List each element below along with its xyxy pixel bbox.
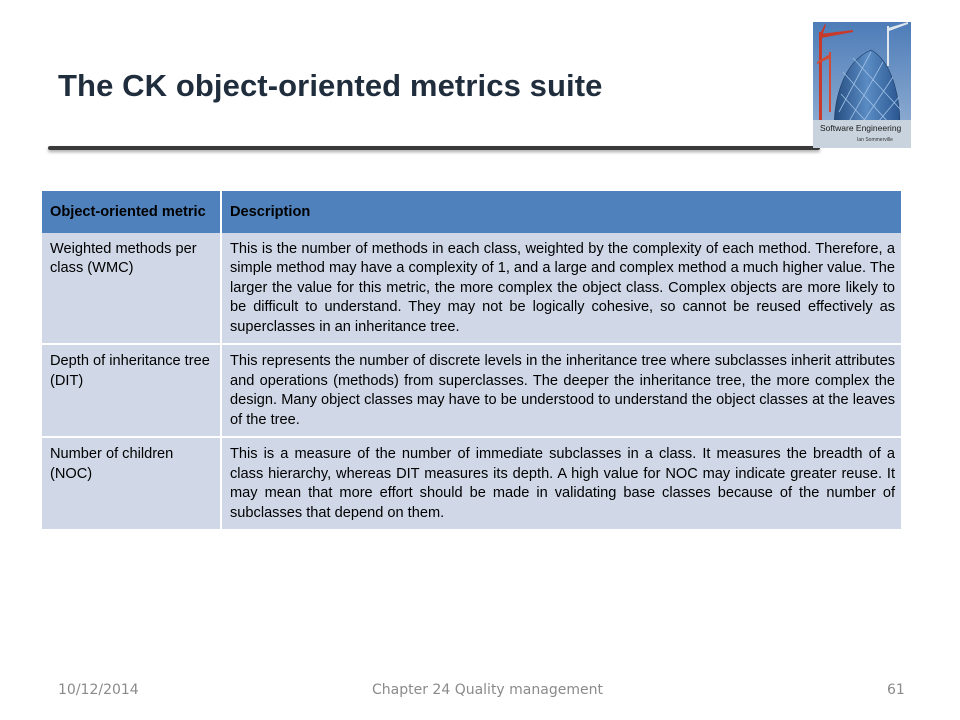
- metric-cell: Weighted methods per class (WMC): [42, 233, 220, 344]
- metric-cell: Depth of inheritance tree (DIT): [42, 343, 220, 436]
- table-row-noc: [42, 436, 901, 529]
- book-cover-image: [813, 22, 911, 148]
- description-cell: This is the number of methods in each class, weighted by the complexity of each method. Therefore, a simple method may have a complexity of 1, and a large and complex method a much higher value. The larger the value for this metric, the more complex the object class. Complex objects are more likely to be difficult to understand. They may not be logically cohesive, so cannot be reused effectively as superclasses in an inheritance tree.: [222, 233, 901, 344]
- slide-title: The CK object-oriented metrics suite: [58, 68, 603, 103]
- metric-cell: Number of children (NOC): [42, 436, 220, 529]
- cover-title-text: Software Engineering: [820, 123, 902, 133]
- footer-chapter: Chapter 24 Quality management: [372, 682, 603, 698]
- cover-author-text: Ian Sommerville: [857, 137, 893, 143]
- description-cell: This is a measure of the number of immediate subclasses in a class. It measures the breadth of a class hierarchy, whereas DIT measures its depth. A high value for NOC may indicate greater reuse. It may mean that more effort should be made in validating base classes because of the number of subclasses that depend on them.: [222, 436, 901, 529]
- header-description: Description: [222, 191, 901, 233]
- description-cell: This represents the number of discrete levels in the inheritance tree where subclasses inherit attributes and operations (methods) from superclasses. The deeper the inheritance tree, the more complex the design. Many object classes may have to be understood to understand the object classes at the leaves of the tree.: [222, 343, 901, 436]
- title-underline: [48, 146, 820, 150]
- header-metric: Object-oriented metric: [42, 191, 220, 233]
- table-header-row: [42, 191, 901, 233]
- metrics-table: [40, 191, 903, 529]
- table-row-wmc: [42, 233, 901, 344]
- table-row-dit: [42, 343, 901, 436]
- footer-page-number: 61: [887, 682, 905, 698]
- footer-date: 10/12/2014: [58, 682, 139, 698]
